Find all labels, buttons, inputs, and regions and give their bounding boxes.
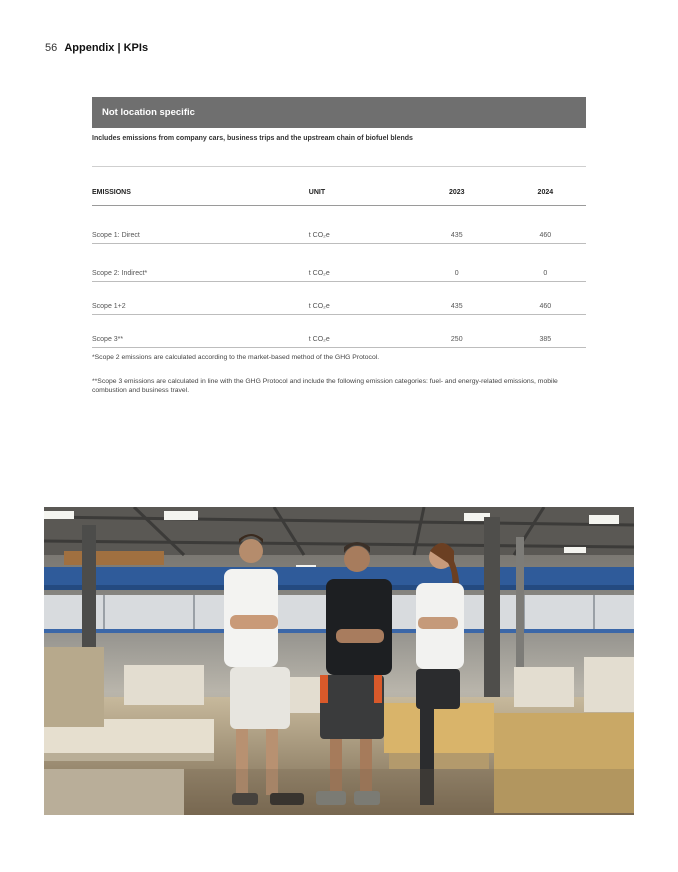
row-unit: t CO₂e bbox=[309, 244, 409, 282]
emissions-table bbox=[92, 180, 586, 348]
table-header-row bbox=[92, 180, 586, 206]
row-unit: t CO₂e bbox=[309, 315, 409, 348]
table-row bbox=[92, 282, 586, 315]
section-note: Includes emissions from company cars, business trips and the upstream chain of biofuel blends bbox=[92, 135, 413, 142]
page-number: 56 bbox=[45, 42, 58, 54]
row-unit: t CO₂e bbox=[309, 282, 409, 315]
row-value-2024: 0 bbox=[505, 244, 586, 282]
row-value-2023: 435 bbox=[409, 282, 505, 315]
row-value-2024: 385 bbox=[505, 315, 586, 348]
table-row bbox=[92, 206, 586, 244]
column-header-emissions: EMISSIONS bbox=[92, 180, 309, 206]
row-label: Scope 2: Indirect* bbox=[92, 244, 309, 282]
footnote-scope3: **Scope 3 emissions are calculated in line with the GHG Protocol and include the following emission categories: fuel- and energy-related emissions, mobile combustion and business travel. bbox=[92, 378, 558, 394]
row-unit: t CO₂e bbox=[309, 206, 409, 244]
footnote-scope2: *Scope 2 emissions are calculated according to the market-based method of the GHG Protocol. bbox=[92, 354, 380, 361]
column-header-2024: 2024 bbox=[505, 180, 586, 206]
table-row bbox=[92, 315, 586, 348]
row-value-2023: 435 bbox=[409, 206, 505, 244]
column-header-unit: UNIT bbox=[309, 180, 409, 206]
column-header-2023: 2023 bbox=[409, 180, 505, 206]
row-value-2024: 460 bbox=[505, 206, 586, 244]
row-label: Scope 3** bbox=[92, 315, 309, 348]
row-value-2024: 460 bbox=[505, 282, 586, 315]
row-value-2023: 0 bbox=[409, 244, 505, 282]
row-label: Scope 1: Direct bbox=[92, 206, 309, 244]
table-row bbox=[92, 244, 586, 282]
row-value-2023: 250 bbox=[409, 315, 505, 348]
section-banner: Not location specific bbox=[92, 97, 586, 128]
page-header bbox=[45, 42, 148, 54]
row-label: Scope 1+2 bbox=[92, 282, 309, 315]
factory-workers-photo bbox=[44, 507, 634, 815]
divider bbox=[92, 166, 586, 167]
page-title: Appendix | KPIs bbox=[64, 42, 149, 54]
